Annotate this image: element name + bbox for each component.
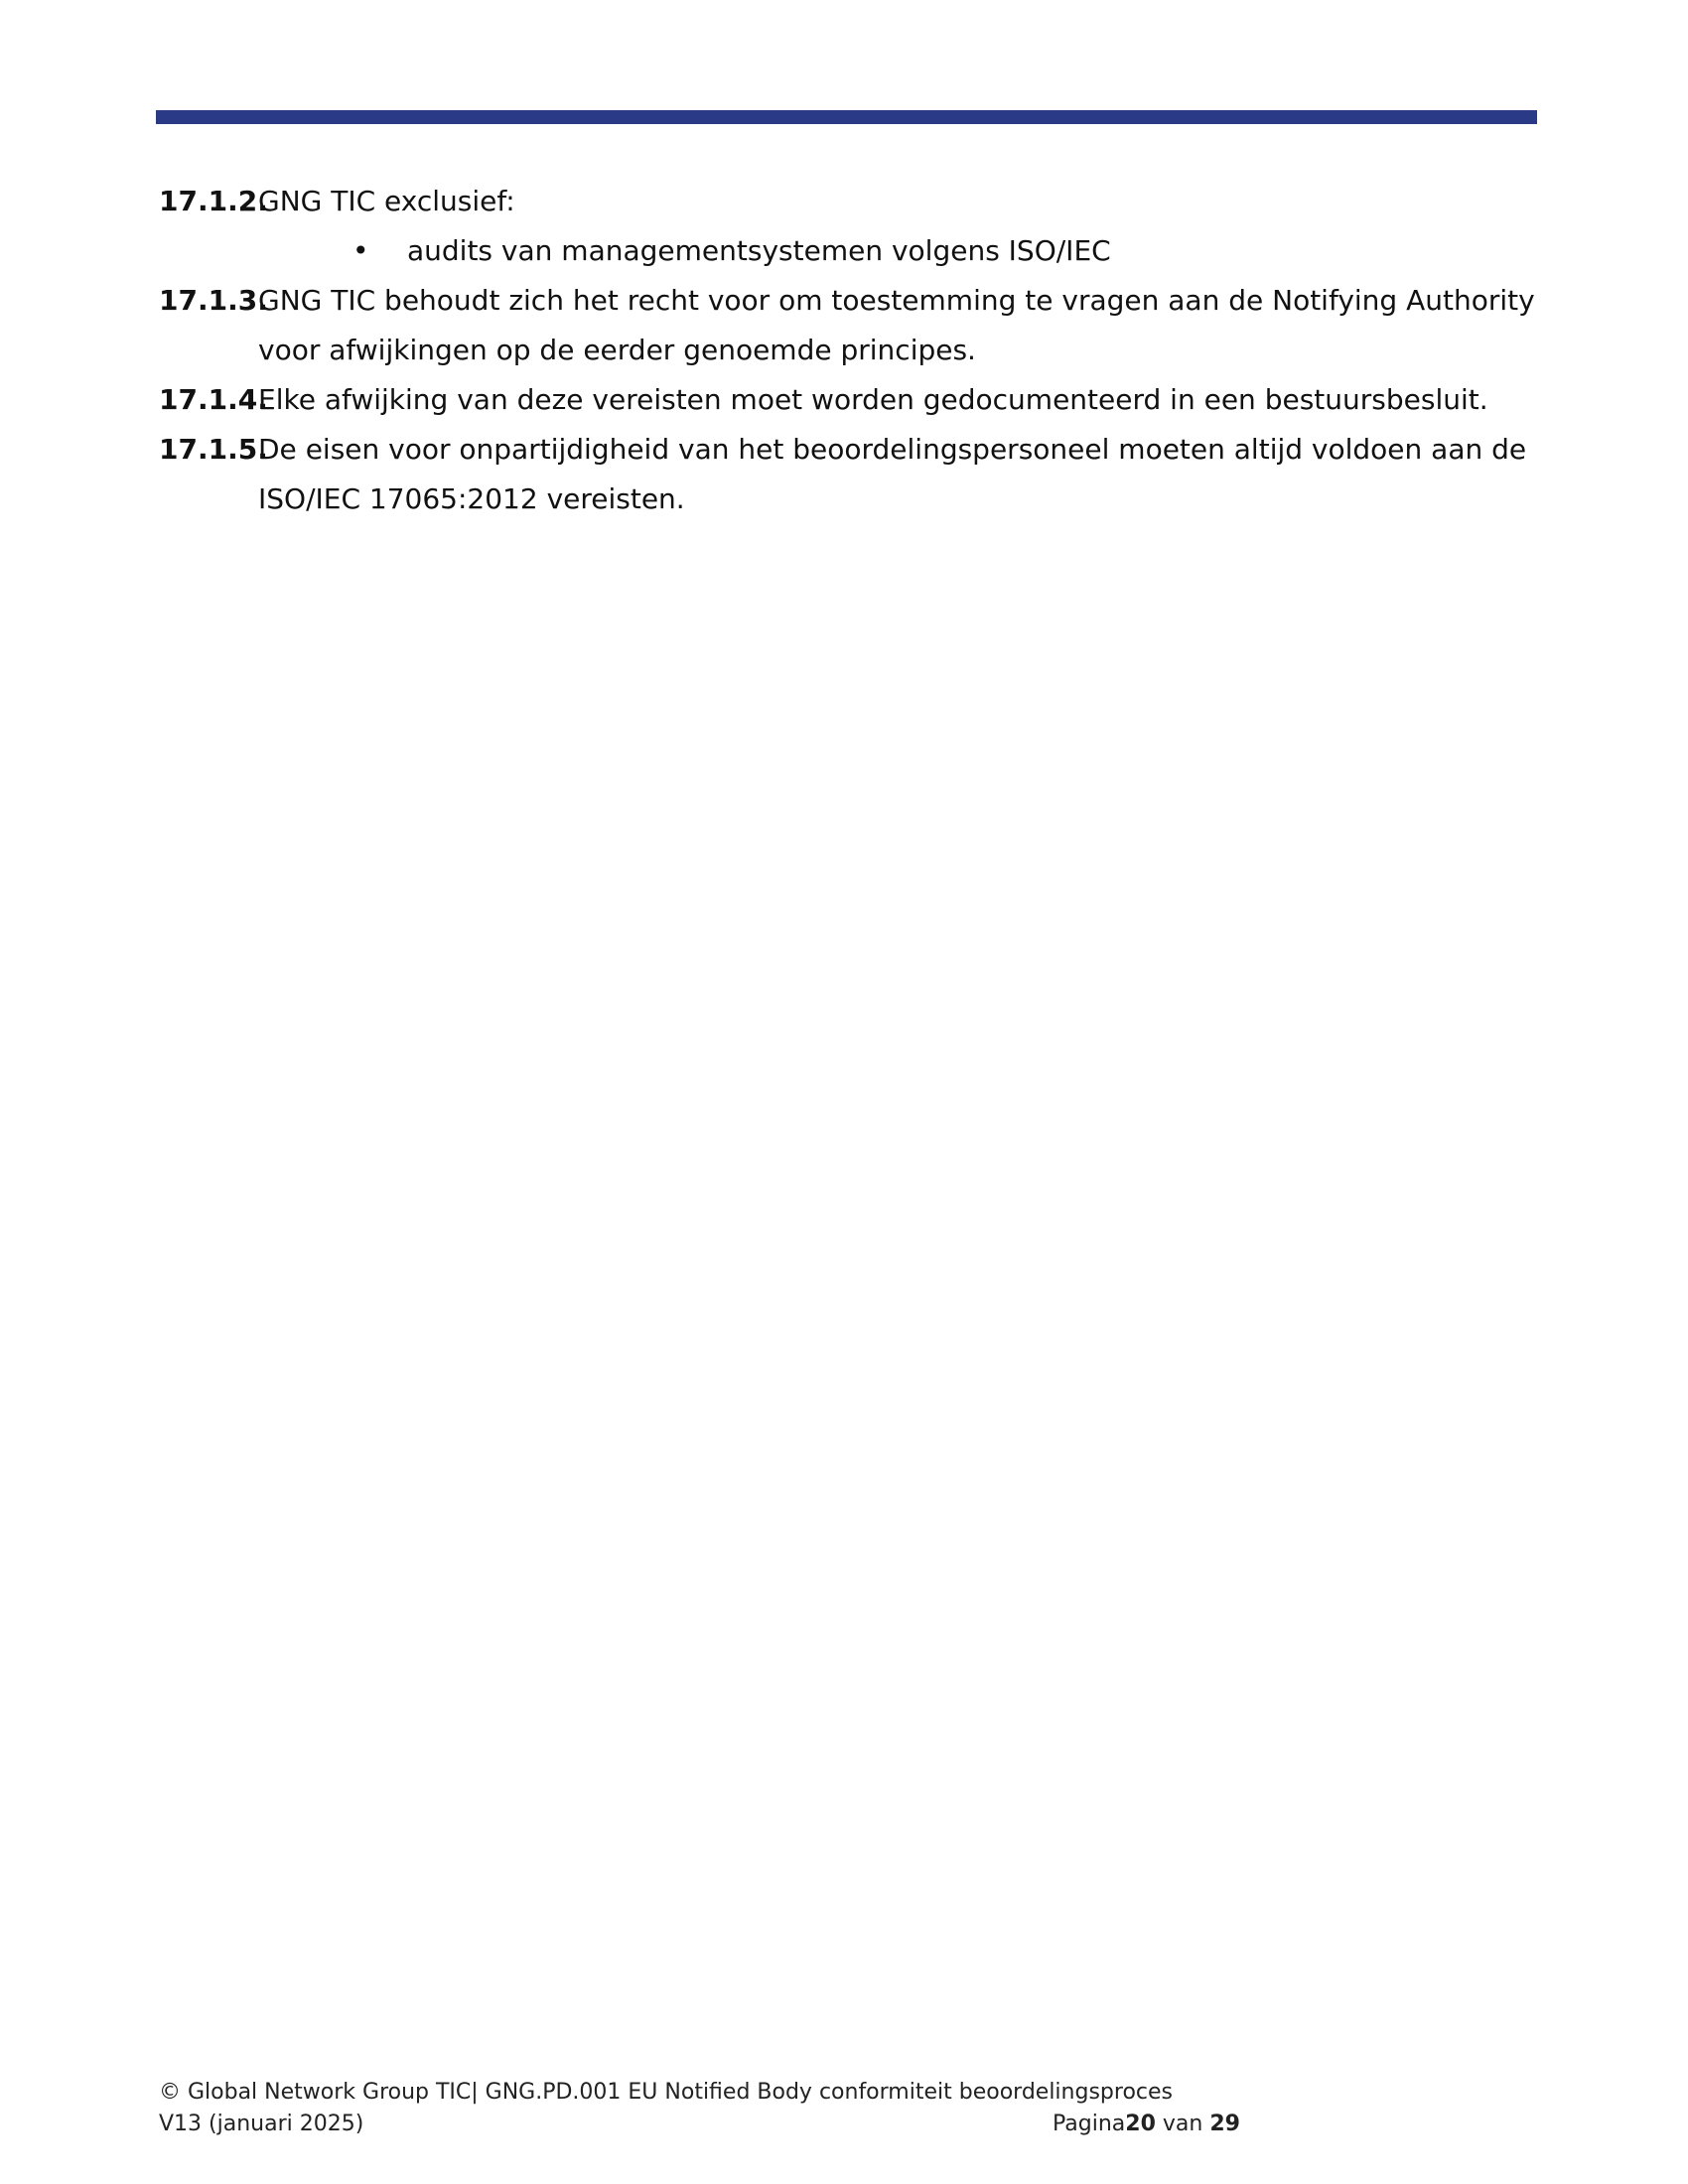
clause-text: De eisen voor onpartijdigheid van het beoordelingspersoneel moeten altijd voldoen aan de ISO/IEC 17065:2012 vereisten. [258, 433, 1527, 515]
clause-17-1-4 [159, 375, 1539, 425]
footer-version: V13 (januari 2025) [159, 2112, 364, 2136]
clause-number: 17.1.2. [159, 185, 268, 217]
bullet-text: audits van managementsystemen volgens ISO/IEC [407, 234, 1111, 267]
page-label: Pagina [1053, 2112, 1126, 2136]
page-current: 20 [1125, 2112, 1156, 2136]
clause-number: 17.1.3. [159, 284, 268, 317]
clause-number: 17.1.5. [159, 433, 268, 466]
clause-text: GNG TIC exclusief: [258, 185, 515, 217]
clause-text: Elke afwijking van deze vereisten moet worden gedocumenteerd in een bestuursbesluit. [258, 383, 1488, 416]
bullet-list [159, 226, 1539, 276]
page-total: 29 [1209, 2112, 1240, 2136]
page-of-label: van [1155, 2112, 1210, 2136]
clause-17-1-3 [159, 276, 1539, 375]
page-footer [159, 2077, 1251, 2140]
clause-17-1-5 [159, 425, 1539, 524]
document-body [159, 177, 1539, 524]
clause-text: GNG TIC behoudt zich het recht voor om toestemming te vragen aan de Notifying Authority voor afwijkingen op de eerder genoemde principes. [258, 284, 1535, 366]
footer-copyright: © Global Network Group TIC| GNG.PD.001 EU Notified Body conformiteit beoordelingsproces [159, 2080, 1173, 2105]
list-item [159, 226, 1539, 276]
page-number [1053, 2109, 1240, 2140]
header-rule [156, 110, 1537, 124]
footer-line-2 [159, 2109, 1251, 2140]
clause-number: 17.1.4. [159, 383, 268, 416]
clause-17-1-2 [159, 177, 1539, 226]
bullet-icon: • [352, 234, 369, 267]
